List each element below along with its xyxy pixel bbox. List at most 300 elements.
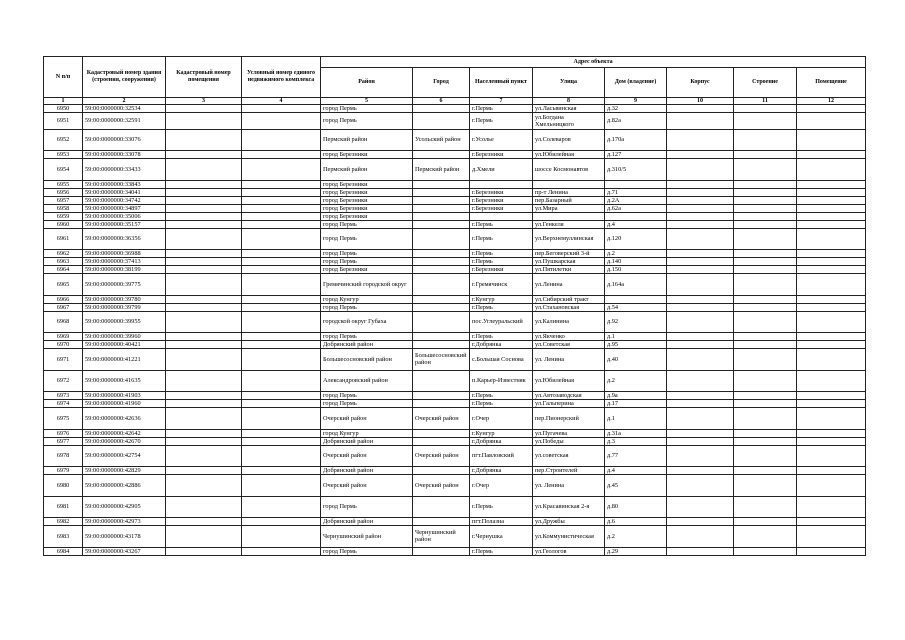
cad-room-cell xyxy=(166,408,242,430)
street-cell xyxy=(533,180,605,188)
building-cell xyxy=(734,180,797,188)
settlement-cell: г.Березники xyxy=(470,151,533,159)
korpus-cell xyxy=(667,547,734,555)
cad-room-cell xyxy=(166,333,242,341)
korpus-cell xyxy=(667,180,734,188)
street-cell: пер.Строителей xyxy=(533,467,605,475)
building-cell xyxy=(734,159,797,181)
cad-room-cell xyxy=(166,547,242,555)
table-row xyxy=(44,475,866,497)
building-cell xyxy=(734,349,797,371)
room-cell xyxy=(797,266,866,274)
building-cell xyxy=(734,437,797,445)
district-cell: Добрянский район xyxy=(321,341,413,349)
cadastral-number-cell: 59:00:0000000:43178 xyxy=(83,526,166,548)
cad-room-cell xyxy=(166,212,242,220)
settlement-cell: г.Березники xyxy=(470,266,533,274)
street-cell: ул.Ласьвинская xyxy=(533,105,605,113)
korpus-cell xyxy=(667,303,734,311)
settlement-cell: п.Карьер-Известняк xyxy=(470,370,533,392)
cond-number-cell xyxy=(242,303,321,311)
cond-number-cell xyxy=(242,467,321,475)
house-cell: д.2 xyxy=(605,370,667,392)
house-cell: д.2 xyxy=(605,250,667,258)
city-cell: Чернушинский район xyxy=(413,526,470,548)
korpus-cell xyxy=(667,266,734,274)
row-number-cell: 6971 xyxy=(44,349,83,371)
building-cell xyxy=(734,212,797,220)
row-number-cell: 6968 xyxy=(44,311,83,333)
cadastral-number-cell: 59:00:0000000:41635 xyxy=(83,370,166,392)
table-row xyxy=(44,526,866,548)
table-row xyxy=(44,250,866,258)
table-row xyxy=(44,429,866,437)
korpus-cell xyxy=(667,151,734,159)
room-cell xyxy=(797,188,866,196)
cadastral-number-cell: 59:00:0000000:37413 xyxy=(83,258,166,266)
cadastral-number-cell: 59:00:0000000:39780 xyxy=(83,295,166,303)
table-row xyxy=(44,547,866,555)
settlement-cell: г.Очер xyxy=(470,475,533,497)
district-cell: Добрянский район xyxy=(321,467,413,475)
row-number-cell: 6963 xyxy=(44,258,83,266)
table-row xyxy=(44,311,866,333)
cond-number-cell xyxy=(242,220,321,228)
settlement-cell: пгт.Павловский xyxy=(470,445,533,467)
row-number-cell: 6975 xyxy=(44,408,83,430)
cond-number-cell xyxy=(242,445,321,467)
col-number: 8 xyxy=(533,98,605,105)
street-cell: ул.советская xyxy=(533,445,605,467)
cond-number-cell xyxy=(242,266,321,274)
cadastral-number-cell: 59:00:0000000:42829 xyxy=(83,467,166,475)
cadastral-number-cell: 59:00:0000000:42642 xyxy=(83,429,166,437)
house-cell: д.40 xyxy=(605,349,667,371)
building-cell xyxy=(734,151,797,159)
city-cell xyxy=(413,295,470,303)
room-cell xyxy=(797,303,866,311)
settlement-cell: г.Пермь xyxy=(470,105,533,113)
table-row xyxy=(44,408,866,430)
city-cell xyxy=(413,400,470,408)
cond-number-cell xyxy=(242,408,321,430)
row-number-cell: 6974 xyxy=(44,400,83,408)
house-cell: д.164а xyxy=(605,274,667,296)
cond-number-cell xyxy=(242,129,321,151)
house-cell: д.310/5 xyxy=(605,159,667,181)
cadastral-register-table xyxy=(43,56,866,556)
col-number: 2 xyxy=(83,98,166,105)
table-row xyxy=(44,496,866,518)
cadastral-number-cell: 59:00:0000000:41903 xyxy=(83,392,166,400)
city-cell xyxy=(413,228,470,250)
city-cell xyxy=(413,467,470,475)
korpus-cell xyxy=(667,274,734,296)
room-cell xyxy=(797,113,866,130)
cad-room-cell xyxy=(166,429,242,437)
street-cell: ул.Стахановская xyxy=(533,303,605,311)
cond-number-cell xyxy=(242,250,321,258)
korpus-cell xyxy=(667,129,734,151)
korpus-cell xyxy=(667,400,734,408)
korpus-cell xyxy=(667,105,734,113)
district-cell: городской округ Губаха xyxy=(321,311,413,333)
cond-number-cell xyxy=(242,151,321,159)
room-cell xyxy=(797,311,866,333)
cad-room-cell xyxy=(166,303,242,311)
building-cell xyxy=(734,547,797,555)
cadastral-number-cell: 59:00:0000000:34897 xyxy=(83,204,166,212)
cad-room-cell xyxy=(166,496,242,518)
col-number: 1 xyxy=(44,98,83,105)
table-row xyxy=(44,349,866,371)
city-cell xyxy=(413,151,470,159)
house-cell: д.3 xyxy=(605,437,667,445)
room-cell xyxy=(797,370,866,392)
col-header-cond-number: Условный номер единого недвижимого комплекса xyxy=(242,57,321,98)
building-cell xyxy=(734,113,797,130)
cond-number-cell xyxy=(242,437,321,445)
cond-number-cell xyxy=(242,105,321,113)
city-cell xyxy=(413,370,470,392)
room-cell xyxy=(797,196,866,204)
building-cell xyxy=(734,311,797,333)
building-cell xyxy=(734,445,797,467)
district-cell: Очерский район xyxy=(321,408,413,430)
settlement-cell: г.Пермь xyxy=(470,250,533,258)
cond-number-cell xyxy=(242,429,321,437)
col-header-city: Город xyxy=(413,68,470,98)
city-cell xyxy=(413,333,470,341)
settlement-cell: г.Усолье xyxy=(470,129,533,151)
table-row xyxy=(44,341,866,349)
row-number-cell: 6965 xyxy=(44,274,83,296)
city-cell: Очерский район xyxy=(413,408,470,430)
room-cell xyxy=(797,408,866,430)
cad-room-cell xyxy=(166,196,242,204)
cond-number-cell xyxy=(242,311,321,333)
district-cell: Добрянский район xyxy=(321,437,413,445)
korpus-cell xyxy=(667,341,734,349)
city-cell xyxy=(413,518,470,526)
room-cell xyxy=(797,429,866,437)
street-cell: пер.Пионерский xyxy=(533,408,605,430)
cad-room-cell xyxy=(166,349,242,371)
room-cell xyxy=(797,392,866,400)
district-cell: Добрянский район xyxy=(321,518,413,526)
cadastral-number-cell: 59:00:0000000:33843 xyxy=(83,180,166,188)
city-cell xyxy=(413,429,470,437)
district-cell: город Пермь xyxy=(321,400,413,408)
row-number-cell: 6979 xyxy=(44,467,83,475)
cad-room-cell xyxy=(166,445,242,467)
cadastral-number-cell: 59:00:0000000:40421 xyxy=(83,341,166,349)
cond-number-cell xyxy=(242,370,321,392)
building-cell xyxy=(734,370,797,392)
col-header-house: Дом (владение) xyxy=(605,68,667,98)
settlement-cell: д.Хмели xyxy=(470,159,533,181)
cad-room-cell xyxy=(166,467,242,475)
district-cell: Большесосновский район xyxy=(321,349,413,371)
room-cell xyxy=(797,467,866,475)
building-cell xyxy=(734,392,797,400)
room-cell xyxy=(797,220,866,228)
district-cell: город Березники xyxy=(321,204,413,212)
room-cell xyxy=(797,129,866,151)
cond-number-cell xyxy=(242,212,321,220)
room-cell xyxy=(797,445,866,467)
house-cell: д.140 xyxy=(605,258,667,266)
street-cell: ул.Якченко xyxy=(533,333,605,341)
cad-room-cell xyxy=(166,526,242,548)
house-cell xyxy=(605,212,667,220)
room-cell xyxy=(797,295,866,303)
district-cell: город Пермь xyxy=(321,496,413,518)
settlement-cell: г.Добрянка xyxy=(470,467,533,475)
korpus-cell xyxy=(667,220,734,228)
korpus-cell xyxy=(667,295,734,303)
building-cell xyxy=(734,475,797,497)
settlement-cell: г.Пермь xyxy=(470,333,533,341)
settlement-cell: г.Пермь xyxy=(470,392,533,400)
house-cell: д.4 xyxy=(605,467,667,475)
table-row xyxy=(44,266,866,274)
cadastral-number-cell: 59:00:0000000:35006 xyxy=(83,212,166,220)
house-cell: д.150 xyxy=(605,266,667,274)
street-cell: ул.Коммунистическая xyxy=(533,526,605,548)
district-cell: город Пермь xyxy=(321,228,413,250)
row-number-cell: 6956 xyxy=(44,188,83,196)
room-cell xyxy=(797,437,866,445)
city-cell: Очерский район xyxy=(413,445,470,467)
cad-room-cell xyxy=(166,151,242,159)
settlement-cell: с.Большая Соснова xyxy=(470,349,533,371)
col-number: 9 xyxy=(605,98,667,105)
cadastral-number-cell: 59:00:0000000:32534 xyxy=(83,105,166,113)
settlement-cell: г.Пермь xyxy=(470,258,533,266)
building-cell xyxy=(734,274,797,296)
house-cell: д.120 xyxy=(605,228,667,250)
city-cell xyxy=(413,311,470,333)
cad-room-cell xyxy=(166,341,242,349)
street-cell: ул.Калинина xyxy=(533,311,605,333)
cad-room-cell xyxy=(166,113,242,130)
building-cell xyxy=(734,266,797,274)
row-number-cell: 6953 xyxy=(44,151,83,159)
house-cell: д.1 xyxy=(605,408,667,430)
cadastral-number-cell: 59:00:0000000:34742 xyxy=(83,196,166,204)
district-cell: Гремячинский городской округ xyxy=(321,274,413,296)
city-cell xyxy=(413,188,470,196)
settlement-cell: г.Кунгур xyxy=(470,295,533,303)
row-number-cell: 6954 xyxy=(44,159,83,181)
korpus-cell xyxy=(667,475,734,497)
cadastral-number-cell: 59:00:0000000:42636 xyxy=(83,408,166,430)
col-header-address: Адрес объекта xyxy=(321,57,866,68)
settlement-cell: г.Кунгур xyxy=(470,429,533,437)
cond-number-cell xyxy=(242,349,321,371)
col-header-district: Район xyxy=(321,68,413,98)
street-cell: ул.Сибирский тракт xyxy=(533,295,605,303)
cadastral-number-cell: 59:00:0000000:42754 xyxy=(83,445,166,467)
street-cell: ул.Ленина xyxy=(533,274,605,296)
table-row xyxy=(44,228,866,250)
city-cell: Очерский район xyxy=(413,475,470,497)
korpus-cell xyxy=(667,370,734,392)
table-row xyxy=(44,518,866,526)
col-header-korpus: Корпус xyxy=(667,68,734,98)
row-number-cell: 6959 xyxy=(44,212,83,220)
house-cell: д.170а xyxy=(605,129,667,151)
table-row xyxy=(44,303,866,311)
street-cell: пр-т Ленина xyxy=(533,188,605,196)
city-cell xyxy=(413,341,470,349)
col-number: 6 xyxy=(413,98,470,105)
col-header-room: Помещение xyxy=(797,68,866,98)
house-cell: д.71 xyxy=(605,188,667,196)
room-cell xyxy=(797,526,866,548)
street-cell: ул.Пугачева xyxy=(533,429,605,437)
col-header-cad-building: Кадастровый номер здания (строения, сооружения) xyxy=(83,57,166,98)
room-cell xyxy=(797,547,866,555)
cad-room-cell xyxy=(166,518,242,526)
korpus-cell xyxy=(667,311,734,333)
house-cell: д.6 xyxy=(605,518,667,526)
settlement-cell: г.Пермь xyxy=(470,228,533,250)
cadastral-number-cell: 59:00:0000000:35157 xyxy=(83,220,166,228)
room-cell xyxy=(797,151,866,159)
city-cell xyxy=(413,196,470,204)
house-cell: д.45 xyxy=(605,475,667,497)
house-cell: д.17 xyxy=(605,400,667,408)
row-number-cell: 6972 xyxy=(44,370,83,392)
room-cell xyxy=(797,204,866,212)
row-number-cell: 6977 xyxy=(44,437,83,445)
cad-room-cell xyxy=(166,311,242,333)
settlement-cell: г.Пермь xyxy=(470,303,533,311)
city-cell xyxy=(413,180,470,188)
cond-number-cell xyxy=(242,547,321,555)
street-cell: ул.Советская xyxy=(533,341,605,349)
street-cell: шоссе Космонавтов xyxy=(533,159,605,181)
row-number-cell: 6978 xyxy=(44,445,83,467)
settlement-cell xyxy=(470,180,533,188)
cond-number-cell xyxy=(242,228,321,250)
room-cell xyxy=(797,496,866,518)
row-number-cell: 6969 xyxy=(44,333,83,341)
street-cell: ул.Юбилейная xyxy=(533,370,605,392)
row-number-cell: 6966 xyxy=(44,295,83,303)
building-cell xyxy=(734,467,797,475)
district-cell: город Березники xyxy=(321,151,413,159)
building-cell xyxy=(734,518,797,526)
house-cell xyxy=(605,295,667,303)
table-row xyxy=(44,445,866,467)
cadastral-number-cell: 59:00:0000000:33078 xyxy=(83,151,166,159)
table-row xyxy=(44,204,866,212)
building-cell xyxy=(734,228,797,250)
city-cell xyxy=(413,212,470,220)
cond-number-cell xyxy=(242,204,321,212)
street-cell: пер.Беговерский 3-й xyxy=(533,250,605,258)
district-cell: город Пермь xyxy=(321,258,413,266)
street-cell: ул.Пятилетки xyxy=(533,266,605,274)
cad-room-cell xyxy=(166,437,242,445)
cad-room-cell xyxy=(166,274,242,296)
street-cell: ул.Пушкарская xyxy=(533,258,605,266)
cond-number-cell xyxy=(242,113,321,130)
korpus-cell xyxy=(667,526,734,548)
street-cell xyxy=(533,212,605,220)
house-cell: д.62а xyxy=(605,204,667,212)
district-cell: город Пермь xyxy=(321,113,413,130)
col-header-settlement: Населенный пункт xyxy=(470,68,533,98)
col-header-cad-room: Кадастровый номер помещения xyxy=(166,57,242,98)
city-cell xyxy=(413,204,470,212)
row-number-cell: 6962 xyxy=(44,250,83,258)
korpus-cell xyxy=(667,445,734,467)
cad-room-cell xyxy=(166,475,242,497)
table-row xyxy=(44,113,866,130)
cadastral-number-cell: 59:00:0000000:33433 xyxy=(83,159,166,181)
row-number-cell: 6950 xyxy=(44,105,83,113)
cadastral-number-cell: 59:00:0000000:41960 xyxy=(83,400,166,408)
korpus-cell xyxy=(667,429,734,437)
room-cell xyxy=(797,212,866,220)
row-number-cell: 6973 xyxy=(44,392,83,400)
room-cell xyxy=(797,159,866,181)
house-cell: д.80 xyxy=(605,496,667,518)
row-number-cell: 6976 xyxy=(44,429,83,437)
korpus-cell xyxy=(667,496,734,518)
building-cell xyxy=(734,250,797,258)
district-cell: город Пермь xyxy=(321,333,413,341)
city-cell xyxy=(413,547,470,555)
room-cell xyxy=(797,400,866,408)
settlement-cell: г.Очер xyxy=(470,408,533,430)
settlement-cell xyxy=(470,212,533,220)
korpus-cell xyxy=(667,204,734,212)
district-cell: город Пермь xyxy=(321,303,413,311)
cad-room-cell xyxy=(166,180,242,188)
cad-room-cell xyxy=(166,392,242,400)
city-cell xyxy=(413,258,470,266)
korpus-cell xyxy=(667,408,734,430)
korpus-cell xyxy=(667,437,734,445)
building-cell xyxy=(734,220,797,228)
cad-room-cell xyxy=(166,204,242,212)
table-row xyxy=(44,437,866,445)
korpus-cell xyxy=(667,467,734,475)
cadastral-number-cell: 59:00:0000000:41221 xyxy=(83,349,166,371)
row-number-cell: 6980 xyxy=(44,475,83,497)
cadastral-number-cell: 59:00:0000000:43267 xyxy=(83,547,166,555)
col-number: 5 xyxy=(321,98,413,105)
cad-room-cell xyxy=(166,188,242,196)
row-number-cell: 6967 xyxy=(44,303,83,311)
table-row xyxy=(44,180,866,188)
house-cell: д.2А xyxy=(605,196,667,204)
district-cell: Очерский район xyxy=(321,475,413,497)
row-number-cell: 6981 xyxy=(44,496,83,518)
district-cell: Чернушинский район xyxy=(321,526,413,548)
building-cell xyxy=(734,400,797,408)
table-row xyxy=(44,400,866,408)
city-cell xyxy=(413,113,470,130)
building-cell xyxy=(734,333,797,341)
table-row xyxy=(44,370,866,392)
cond-number-cell xyxy=(242,341,321,349)
